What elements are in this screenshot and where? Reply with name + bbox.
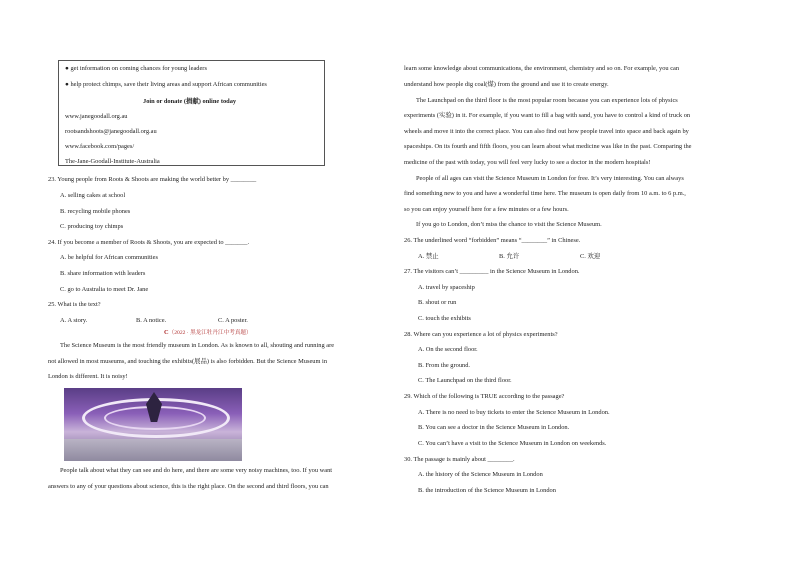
p2-cont-line2: understand how people dig coal(煤) from the ground and use it to create energy. (404, 81, 609, 88)
passage-p1-line3: London is different. It is noisy! (48, 373, 128, 380)
p4-line3: so you can enjoy yourself here for a few minutes or a few hours. (404, 206, 569, 213)
q30-option-b: B. the introduction of the Science Museum in London (418, 487, 556, 494)
q29-option-c: C. You can’t have a visit to the Science Museum in London on weekends. (418, 440, 607, 447)
box-facebook: www.facebook.com/pages/ (65, 143, 135, 150)
q25-option-b: B. A notice. (136, 317, 167, 324)
passage-p1-line1: The Science Museum is the most friendly museum in London. As is known to all, shouting and running are (60, 342, 335, 349)
q28-option-a: A. On the second floor. (418, 346, 478, 353)
box-bullet-1: ● get information on coming chances for young leaders (65, 65, 207, 72)
section-source: （2022 · 黑龙江牡丹江中考真题） (168, 330, 252, 336)
passage-p2-line2: answers to any of your questions about science, this is the right place. On the second and third floors, you can (48, 483, 329, 490)
p3-line4: spaceships. On its fourth and fifth floors, you can learn about what medicine was like in the past. Comparing the (404, 143, 692, 150)
question-27: 27. The visitors can’t _________ in the Science Museum in London. (404, 268, 580, 275)
section-label: C (164, 329, 169, 336)
p4-line2: find something new to you and have a wonderful time here. The museum is open daily from 10 a.m. to 6 p.m., (404, 190, 686, 197)
p3-line1: The Launchpad on the third floor is the most popular room because you can experience lots of physics (416, 97, 678, 104)
q30-option-a: A. the history of the Science Museum in London (418, 471, 543, 478)
question-26: 26. The underlined word “forbidden” means “________” in Chinese. (404, 237, 581, 244)
p4-line1: People of all ages can visit the Science Museum in London for free. It’s very interesting. You can always (416, 175, 684, 182)
q27-option-a: A. travel by spaceship (418, 284, 475, 291)
q24-option-a: A. be helpful for African communities (60, 254, 158, 261)
question-24: 24. If you become a member of Roots & Shoots, you are expected to _______. (48, 239, 250, 246)
q23-option-b: B. recycling mobile phones (60, 208, 131, 215)
q24-option-b: B. share information with leaders (60, 270, 146, 277)
question-23: 23. Young people from Roots & Shoots are making the world better by ________ (48, 176, 257, 183)
q27-option-b: B. shout or run (418, 299, 457, 306)
question-28: 28. Where can you experience a lot of physics experiments? (404, 331, 558, 338)
q29-option-b: B. You can see a doctor in the Science Museum in London. (418, 424, 570, 431)
q28-option-b: B. From the ground. (418, 362, 471, 369)
q27-option-c: C. touch the exhibits (418, 315, 471, 322)
science-museum-photo (64, 388, 242, 461)
q26-option-a: A. 禁止 (418, 253, 439, 260)
q23-option-c: C. producing toy chimps (60, 223, 124, 230)
q28-option-c: C. The Launchpad on the third floor. (418, 377, 512, 384)
p3-line5: medicine of the past with today, you will feel very lucky to see a doctor in the modern hospitals! (404, 159, 651, 166)
p3-line3: wheels and move it into the correct place. You can also find out how people travel into space and back again by (404, 128, 689, 135)
box-bullet-2: ● help protect chimps, save their living areas and support African communities (65, 81, 267, 88)
q29-option-a: A. There is no need to buy tickets to enter the Science Museum in London. (418, 409, 610, 416)
box-website: www.janegoodall.org.au (65, 113, 128, 120)
question-30: 30. The passage is mainly about ________. (404, 456, 515, 463)
box-email: rootsandshoots@janegoodall.org.au (65, 128, 157, 135)
q24-option-c: C. go to Australia to meet Dr. Jane (60, 286, 149, 293)
p5-line1: If you go to London, don’t miss the chance to visit the Science Museum. (416, 221, 602, 228)
p2-cont-line1: learn some knowledge about communications, the environment, chemistry and so on. For example, you can (404, 65, 680, 72)
q26-option-c: C. 欢迎 (580, 253, 601, 260)
p3-line2: experiments (实验) in it. For example, if you want to fill a bag with sand, you have to control a kind of truck on (404, 112, 691, 119)
q25-option-a: A. A story. (60, 317, 88, 324)
question-29: 29. Which of the following is TRUE according to the passage? (404, 393, 565, 400)
q25-option-c: C. A poster. (218, 317, 248, 324)
q26-option-b: B. 允许 (499, 253, 520, 260)
question-25: 25. What is the text? (48, 301, 101, 308)
box-join-heading: Join or donate (捐献) online today (143, 98, 237, 105)
passage-p2-line1: People talk about what they can see and do here, and there are some very noisy machines, too. If you want (60, 467, 333, 474)
box-facebook-cont: The-Jane-Goodall-Institute-Australia (65, 158, 160, 165)
passage-p1-line2: not allowed in most museums, and touching the exhibits(展品) is also forbidden. But the Science Museum in (48, 358, 328, 365)
q23-option-a: A. selling cakes at school (60, 192, 126, 199)
